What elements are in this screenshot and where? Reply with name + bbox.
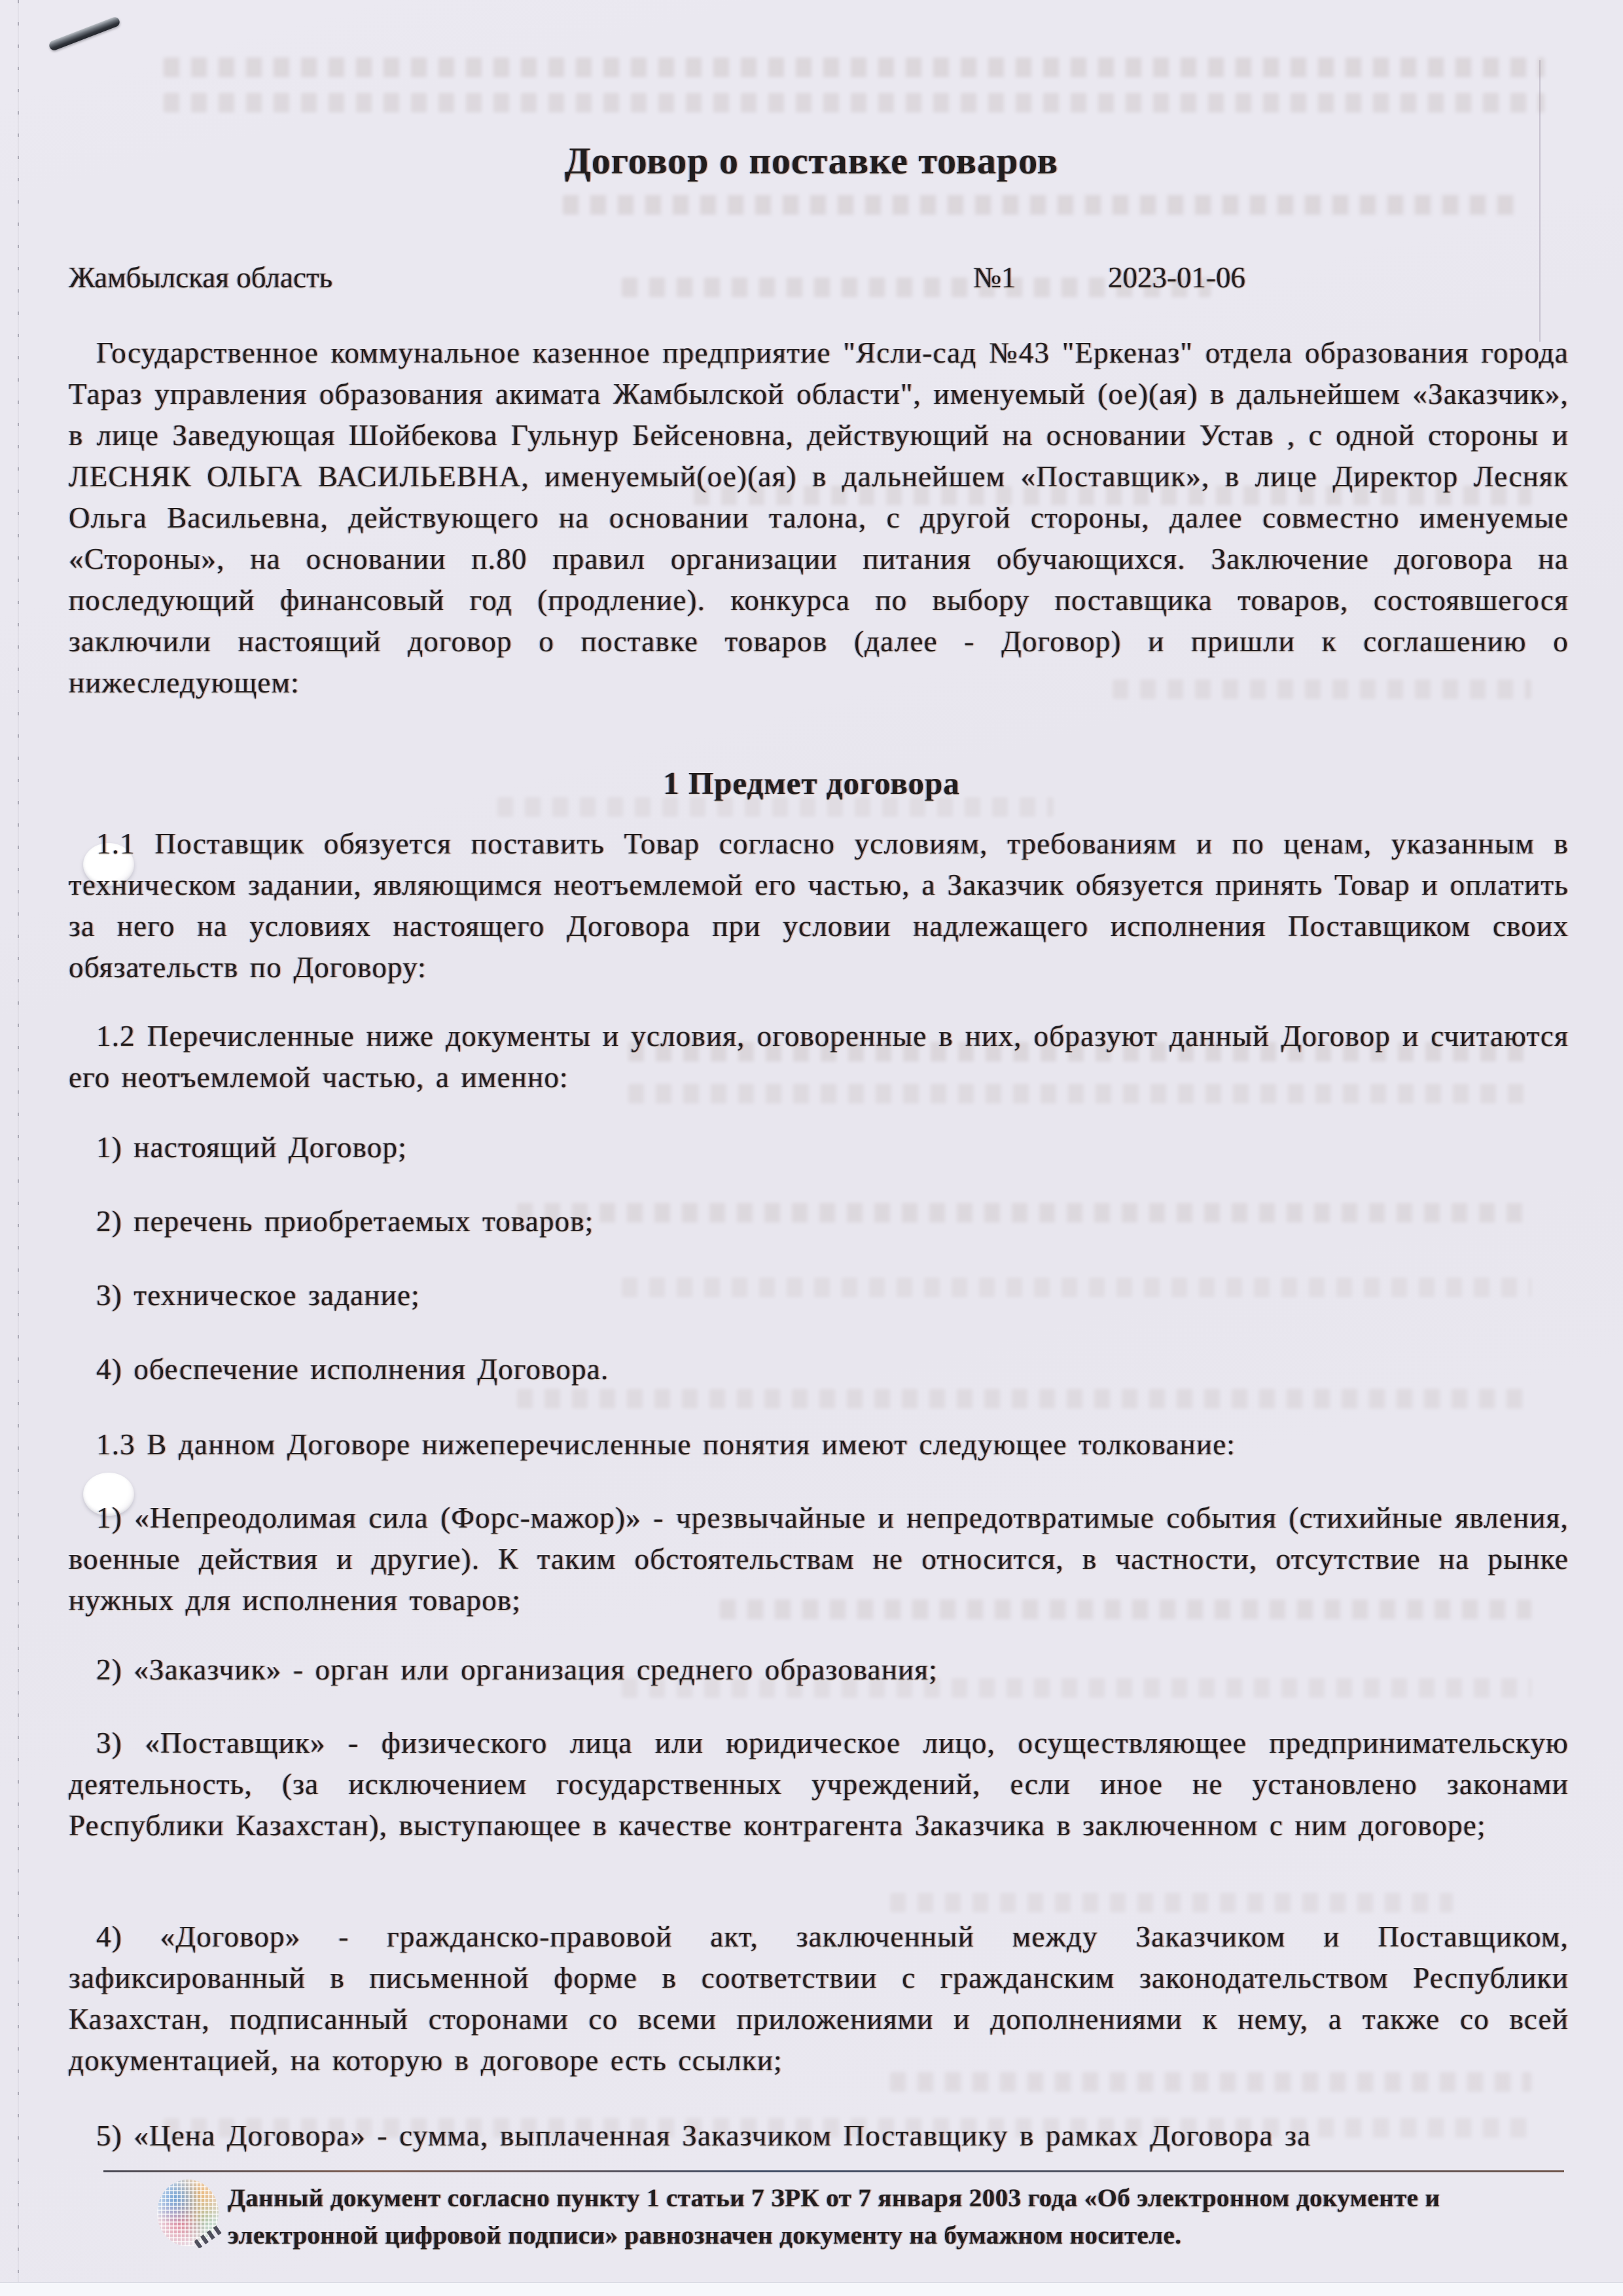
clause-1-3: 1.3 В данном Договоре нижеперечисленные понятия имеют следующее толкование: <box>96 1428 1236 1461</box>
scan-bottom-edge <box>0 2282 1623 2296</box>
section-1-heading: 1 Предмет договора <box>663 765 960 801</box>
footer-divider <box>103 2170 1564 2172</box>
list-item: 3) техническое задание; <box>96 1279 420 1312</box>
footer-note: Данный документ согласно пункту 1 статьи 7 ЗРК от 7 января 2003 года «Об электронном документе и электронной цифровой подписи» равнозначен документу на бумажном носителе. <box>228 2184 1440 2250</box>
digital-signature-stamp-icon <box>157 2179 219 2246</box>
document-header-row <box>0 260 1623 300</box>
document-date: 2023-01-06 <box>1108 261 1245 294</box>
definition-item: 1) «Непреодолимая сила (Форс-мажор)» - чрезвычайные и непредотвратимые события (стихийные явления, военные действия и другие). К таким обстоятельствам не относится, в частности, отсутствие на рынке нужных для исполнения товаров; <box>69 1501 1569 1617</box>
definition-item: 2) «Заказчик» - орган или организация среднего образования; <box>96 1653 938 1686</box>
scan-left-edge <box>18 0 19 2296</box>
document-number: №1 <box>973 261 1016 294</box>
definition-item: 5) «Цена Договора» - сумма, выплаченная Заказчиком Поставщику в рамках Договора за <box>96 2119 1311 2152</box>
list-item: 4) обеспечение исполнения Договора. <box>96 1353 609 1386</box>
list-item: 2) перечень приобретаемых товаров; <box>96 1205 594 1238</box>
clause-1-2-list <box>69 1127 1569 1423</box>
bleedthrough-strip <box>164 58 1544 77</box>
pen-mark <box>48 16 121 52</box>
region-label: Жамбылская область <box>69 261 333 294</box>
list-item: 1) настоящий Договор; <box>96 1131 407 1164</box>
bleedthrough-strip <box>164 93 1544 113</box>
definition-item: 3) «Поставщик» - физического лица или юридическое лицо, осуществляющее предпринимательскую деятельность, (за исключением государственных учреждений, если иное не установлено законами Республики Казахстан), выступающее в качестве контрагента Заказчика в заключенном с ним договоре; <box>69 1727 1569 1842</box>
bleedthrough-strip <box>563 195 1525 215</box>
clause-1-2: 1.2 Перечисленные ниже документы и условия, оговоренные в них, образуют данный Договор и считаются его неотъемлемой частью, а именно: <box>69 1020 1569 1094</box>
page-title: Договор о поставке товаров <box>564 139 1059 182</box>
preamble-paragraph: Государственное коммунальное казенное предприятие "Ясли-сад №43 "Еркеназ" отдела образования города Тараз управления образования акимата Жамбылской области", именуемый (ое)(ая) в дальнейшем «Заказчик», в лице Заведующая Шойбекова Гульнур Бейсеновна, действующий на основании Устав , с одной стороны и ЛЕСНЯК ОЛЬГА ВАСИЛЬЕВНА, именуемый(ое)(ая) в дальнейшем «Поставщик», в лице Директор Лесняк Ольга Васильевна, действующего на основании талона, с другой стороны, далее совместно именуемые «Стороны», на основании п.80 правил организации питания обучающихся. Заключение договора на последующий финансовый год (продление). конкурса по выбору поставщика товаров, состоявшегося заключили настоящий договор о поставке товаров (далее - Договор) и пришли к соглашению о нижеследующем: <box>69 336 1569 699</box>
definition-item: 4) «Договор» - гражданско-правовой акт, заключенный между Заказчиком и Поставщиком, зафиксированный в письменной форме в соответствии с гражданским законодательством Республики Казахстан, подписанный сторонами со всеми приложениями и дополнениями к нему, а также со всей документацией, на которую в договоре есть ссылки; <box>69 1920 1569 2077</box>
bleedthrough-strip <box>890 1893 1453 1912</box>
clause-1-1: 1.1 Поставщик обязуется поставить Товар согласно условиям, требованиям и по ценам, указанным в техническом задании, являющимся неотъемлемой его частью, а Заказчик обязуется принять Товар и оплатить за него на условиях настоящего Договора при условии надлежащего исполнения Поставщиком своих обязательств по Договору: <box>69 827 1569 984</box>
